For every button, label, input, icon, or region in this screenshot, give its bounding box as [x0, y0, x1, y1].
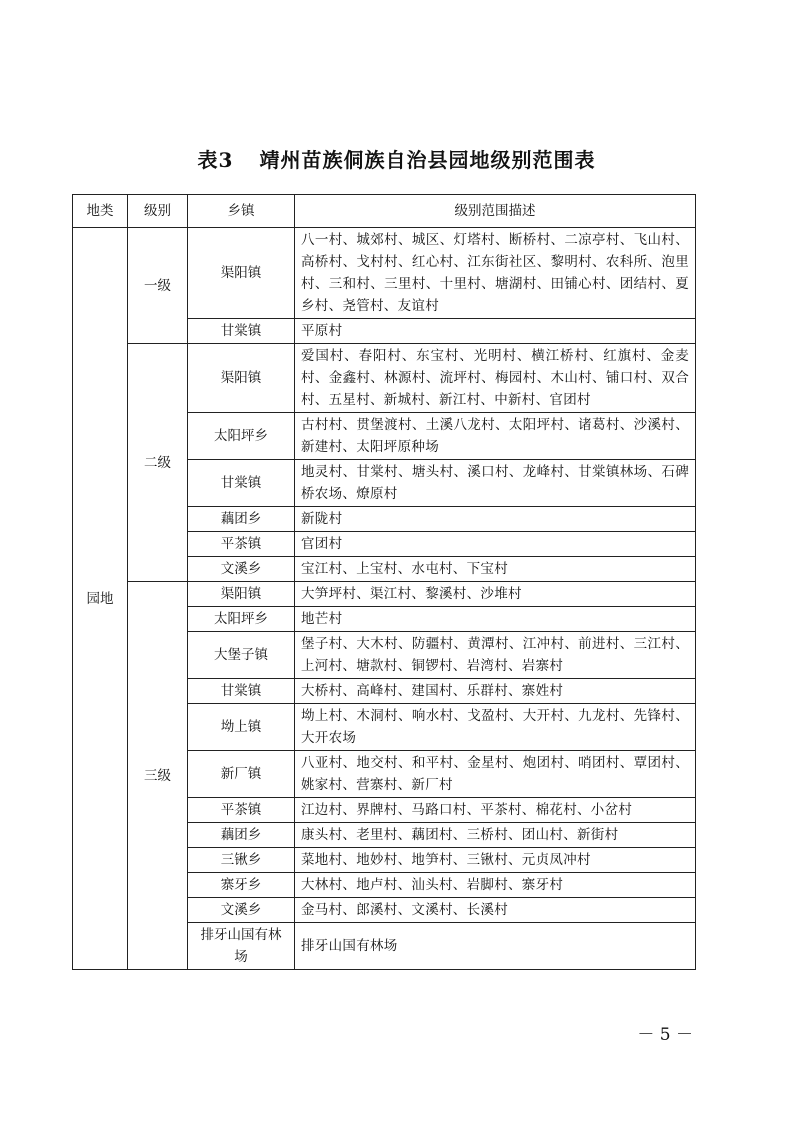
table-body: [73, 228, 696, 970]
header-level: 级别: [128, 195, 188, 228]
level-cell: 三级: [128, 582, 188, 970]
town-cell: 藕团乡: [188, 823, 295, 848]
description-cell: 坳上村、木洞村、响水村、戈盈村、大开村、九龙村、先锋村、大开农场: [295, 704, 696, 751]
description-cell: 新陇村: [295, 507, 696, 532]
town-cell: 渠阳镇: [188, 582, 295, 607]
description-cell: 地灵村、甘棠村、塘头村、溪口村、龙峰村、甘棠镇林场、石碑桥农场、燎原村: [295, 460, 696, 507]
town-cell: 甘棠镇: [188, 679, 295, 704]
town-cell: 三锹乡: [188, 848, 295, 873]
table-row: [73, 582, 696, 607]
description-cell: 江边村、界牌村、马路口村、平茶村、棉花村、小岔村: [295, 798, 696, 823]
description-cell: 古村村、贯堡渡村、土溪八龙村、太阳坪村、诸葛村、沙溪村、新建村、太阳坪原种场: [295, 413, 696, 460]
description-cell: 八一村、城郊村、城区、灯塔村、断桥村、二凉亭村、飞山村、高桥村、戈村村、红心村、江东街社区、黎明村、农科所、泡里村、三和村、三里村、十里村、塘湖村、田铺心村、团结村、夏乡村、尧管村、友谊村: [295, 228, 696, 319]
description-cell: 大笋坪村、渠江村、黎溪村、沙堆村: [295, 582, 696, 607]
level-cell: 一级: [128, 228, 188, 344]
town-cell: 甘棠镇: [188, 319, 295, 344]
header-town: 乡镇: [188, 195, 295, 228]
table-row: [73, 344, 696, 413]
description-cell: 平原村: [295, 319, 696, 344]
town-cell: 大堡子镇: [188, 632, 295, 679]
town-cell: 甘棠镇: [188, 460, 295, 507]
town-cell: 新厂镇: [188, 751, 295, 798]
description-cell: 大桥村、高峰村、建国村、乐群村、寨姓村: [295, 679, 696, 704]
page-number: － 5 －: [637, 1025, 693, 1045]
level-cell: 二级: [128, 344, 188, 582]
description-cell: 大林村、地卢村、汕头村、岩脚村、寨牙村: [295, 873, 696, 898]
town-cell: 藕团乡: [188, 507, 295, 532]
description-cell: 官团村: [295, 532, 696, 557]
description-cell: 爱国村、春阳村、东宝村、光明村、横江桥村、红旗村、金麦村、金鑫村、林源村、流坪村、梅园村、木山村、铺口村、双合村、五星村、新城村、新江村、中新村、官团村: [295, 344, 696, 413]
town-cell: 平茶镇: [188, 798, 295, 823]
town-cell: 太阳坪乡: [188, 607, 295, 632]
town-cell: 渠阳镇: [188, 344, 295, 413]
land-type-cell: 园地: [73, 228, 128, 970]
town-cell: 排牙山国有林场: [188, 923, 295, 970]
town-cell: 文溪乡: [188, 557, 295, 582]
header-description: 级别范围描述: [295, 195, 696, 228]
description-cell: 康头村、老里村、藕团村、三桥村、团山村、新街村: [295, 823, 696, 848]
town-cell: 文溪乡: [188, 898, 295, 923]
table-title: 靖州苗族侗族自治县园地级别范围表: [259, 148, 596, 172]
description-cell: 排牙山国有林场: [295, 923, 696, 970]
page-title: [0, 144, 793, 173]
header-land-type: 地类: [73, 195, 128, 228]
description-cell: 菜地村、地妙村、地笋村、三锹村、元贞凤冲村: [295, 848, 696, 873]
description-cell: 堡子村、大木村、防疆村、黄潭村、江冲村、前进村、三江村、上河村、塘款村、铜锣村、岩湾村、岩寨村: [295, 632, 696, 679]
description-cell: 地芒村: [295, 607, 696, 632]
town-cell: 太阳坪乡: [188, 413, 295, 460]
table-label: 表3: [197, 148, 234, 172]
table-row: [73, 228, 696, 319]
town-cell: 渠阳镇: [188, 228, 295, 319]
town-cell: 坳上镇: [188, 704, 295, 751]
header-row: [73, 195, 696, 228]
description-cell: 八亚村、地交村、和平村、金星村、炮团村、哨团村、覃团村、姚家村、营寨村、新厂村: [295, 751, 696, 798]
grade-range-table: [72, 194, 696, 970]
description-cell: 金马村、郎溪村、文溪村、长溪村: [295, 898, 696, 923]
description-cell: 宝江村、上宝村、水屯村、下宝村: [295, 557, 696, 582]
town-cell: 平茶镇: [188, 532, 295, 557]
town-cell: 寨牙乡: [188, 873, 295, 898]
